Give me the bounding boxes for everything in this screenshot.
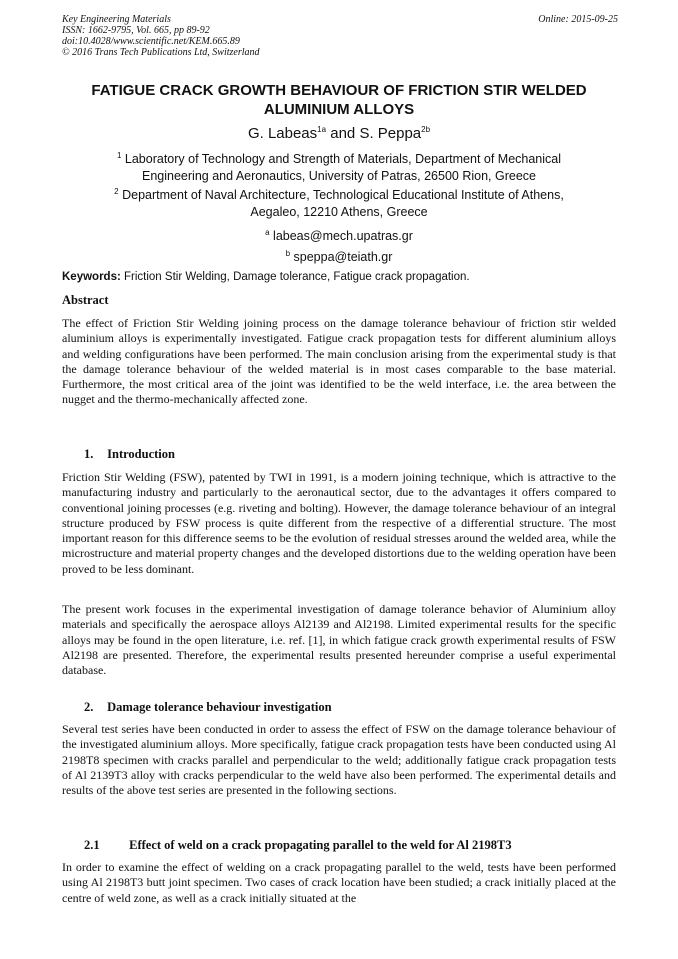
journal-header	[62, 14, 618, 58]
affiliation-1-line-1: Laboratory of Technology and Strength of Materials, Department of Mechanical	[124, 152, 562, 166]
author-conjunction: and	[330, 125, 356, 142]
affiliation-2-mark: 2	[114, 186, 119, 196]
section-2-1-heading	[84, 838, 512, 853]
section-2-heading	[84, 700, 332, 715]
email-1-mark: a	[265, 227, 270, 237]
keywords-line	[62, 270, 618, 285]
section-1-paragraph-1: Friction Stir Welding (FSW), patented by TWI in 1991, is a modern joining technique, which is attractive to the manufacturing industry and particularly to the aeronautical sector, due to the advantages it offers compared to conventional joining processes (e.g. riveting and bolting). However, the damage tolerance behaviour of an integral structure produced by FSW process is quite different from the respective of a differential structure. The most important reason for this difference seems to be the evolution of residual stresses around the welded area, while the microstructure and material property changes and the developed distortions due to the welding operation have been proved to be less dominant.	[62, 470, 616, 576]
author-1: G. Labeas	[247, 125, 318, 142]
email-2[interactable]: speppa@teiath.gr	[293, 250, 393, 264]
affiliation-1-line-2: Engineering and Aeronautics, University of Patras, 26500 Rion, Greece	[142, 169, 536, 183]
section-1-paragraph-2: The present work focuses in the experimental investigation of damage tolerance behavior of Aluminium alloy materials and specifically the aerospace alloys Al2139 and Al2198. Limited experimental results for the specific alloys may be found in the open literature, i.e. ref. [1], in which fatigue crack growth experimental results of FSW Al2198 are presented. Therefore, the experimental results presented hereunder comprise a useful experimental database.	[62, 602, 616, 678]
doi-line[interactable]: doi:10.4028/www.scientific.net/KEM.665.89	[62, 36, 240, 47]
email-1-row	[70, 228, 608, 245]
copyright-line: © 2016 Trans Tech Publications Ltd, Switzerland	[62, 47, 260, 58]
email-2-row	[70, 249, 608, 266]
issn-line: ISSN: 1662-9795, Vol. 665, pp 89-92	[62, 25, 210, 36]
section-1-number: 1.	[84, 447, 94, 461]
section-1-title: Introduction	[107, 447, 175, 461]
keywords-label: Keywords:	[62, 271, 121, 283]
email-2-mark: b	[285, 248, 291, 258]
abstract-heading: Abstract	[62, 293, 109, 307]
author-1-mark: 1a	[317, 125, 327, 134]
author-2-mark: 2b	[421, 125, 431, 134]
email-1[interactable]: labeas@mech.upatras.gr	[273, 229, 413, 243]
affiliation-2-line-1: Department of Naval Architecture, Technological Educational Institute of Athens,	[122, 188, 564, 202]
title-line-2: ALUMINIUM ALLOYS	[263, 101, 415, 118]
section-2-paragraph-1: Several test series have been conducted in order to assess the effect of FSW on the damage tolerance behaviour of the investigated aluminium alloys. More specifically, fatigue crack propagation tests have been conducted using Al 2198T8 specimen with cracks parallel and perpendicular to the weld; additionally fatigue crack propagation tests of Al 2139T3 alloy with cracks perpendicular to the weld have also been performed. The experimental details and results of the above test series are presented in the following sections.	[62, 722, 616, 798]
abstract-text: The effect of Friction Stir Welding joining process on the damage tolerance behaviour of friction stir welded aluminium alloys is experimentally investigated. Fatigue crack propagation tests for different aluminium alloys and welding configurations have been performed. The main conclusion arising from the experimental study is that the damage tolerance behaviour of the welded material is in most cases comparable to the base material. Furthermore, the most critical area of the joint was identified to be the weld interface, i.e. the area between the nugget and the thermo-mechanically affected zone.	[62, 316, 616, 407]
section-2-title: Damage tolerance behaviour investigation	[107, 700, 332, 714]
keywords-text: Friction Stir Welding, Damage tolerance, Fatigue crack propagation.	[124, 271, 470, 283]
section-1-heading	[84, 447, 175, 462]
author-2: S. Peppa	[359, 125, 422, 142]
author-line	[40, 125, 638, 143]
affiliation-1	[70, 151, 608, 185]
paper-title	[40, 81, 638, 119]
section-2-1-title: Effect of weld on a crack propagating parallel to the weld for Al 2198T3	[129, 838, 512, 852]
title-line-1: FATIGUE CRACK GROWTH BEHAVIOUR OF FRICTION STIR WELDED	[91, 82, 587, 99]
journal-name: Key Engineering Materials	[62, 14, 171, 25]
affiliation-2	[70, 187, 608, 221]
section-2-1-number: 2.1	[84, 838, 100, 852]
section-2-1-paragraph-1: In order to examine the effect of welding on a crack propagating parallel to the weld, tests have been performed using Al 2198T3 butt joint specimen. Two cases of crack location have been studied; a crack initially placed at the centre of weld zone, as well as a crack initially situated at the	[62, 860, 616, 905]
online-date: Online: 2015-09-25	[538, 14, 618, 25]
affiliation-2-line-2: Aegaleo, 12210 Athens, Greece	[250, 205, 428, 219]
section-2-number: 2.	[84, 700, 94, 714]
affiliation-1-mark: 1	[116, 150, 122, 160]
